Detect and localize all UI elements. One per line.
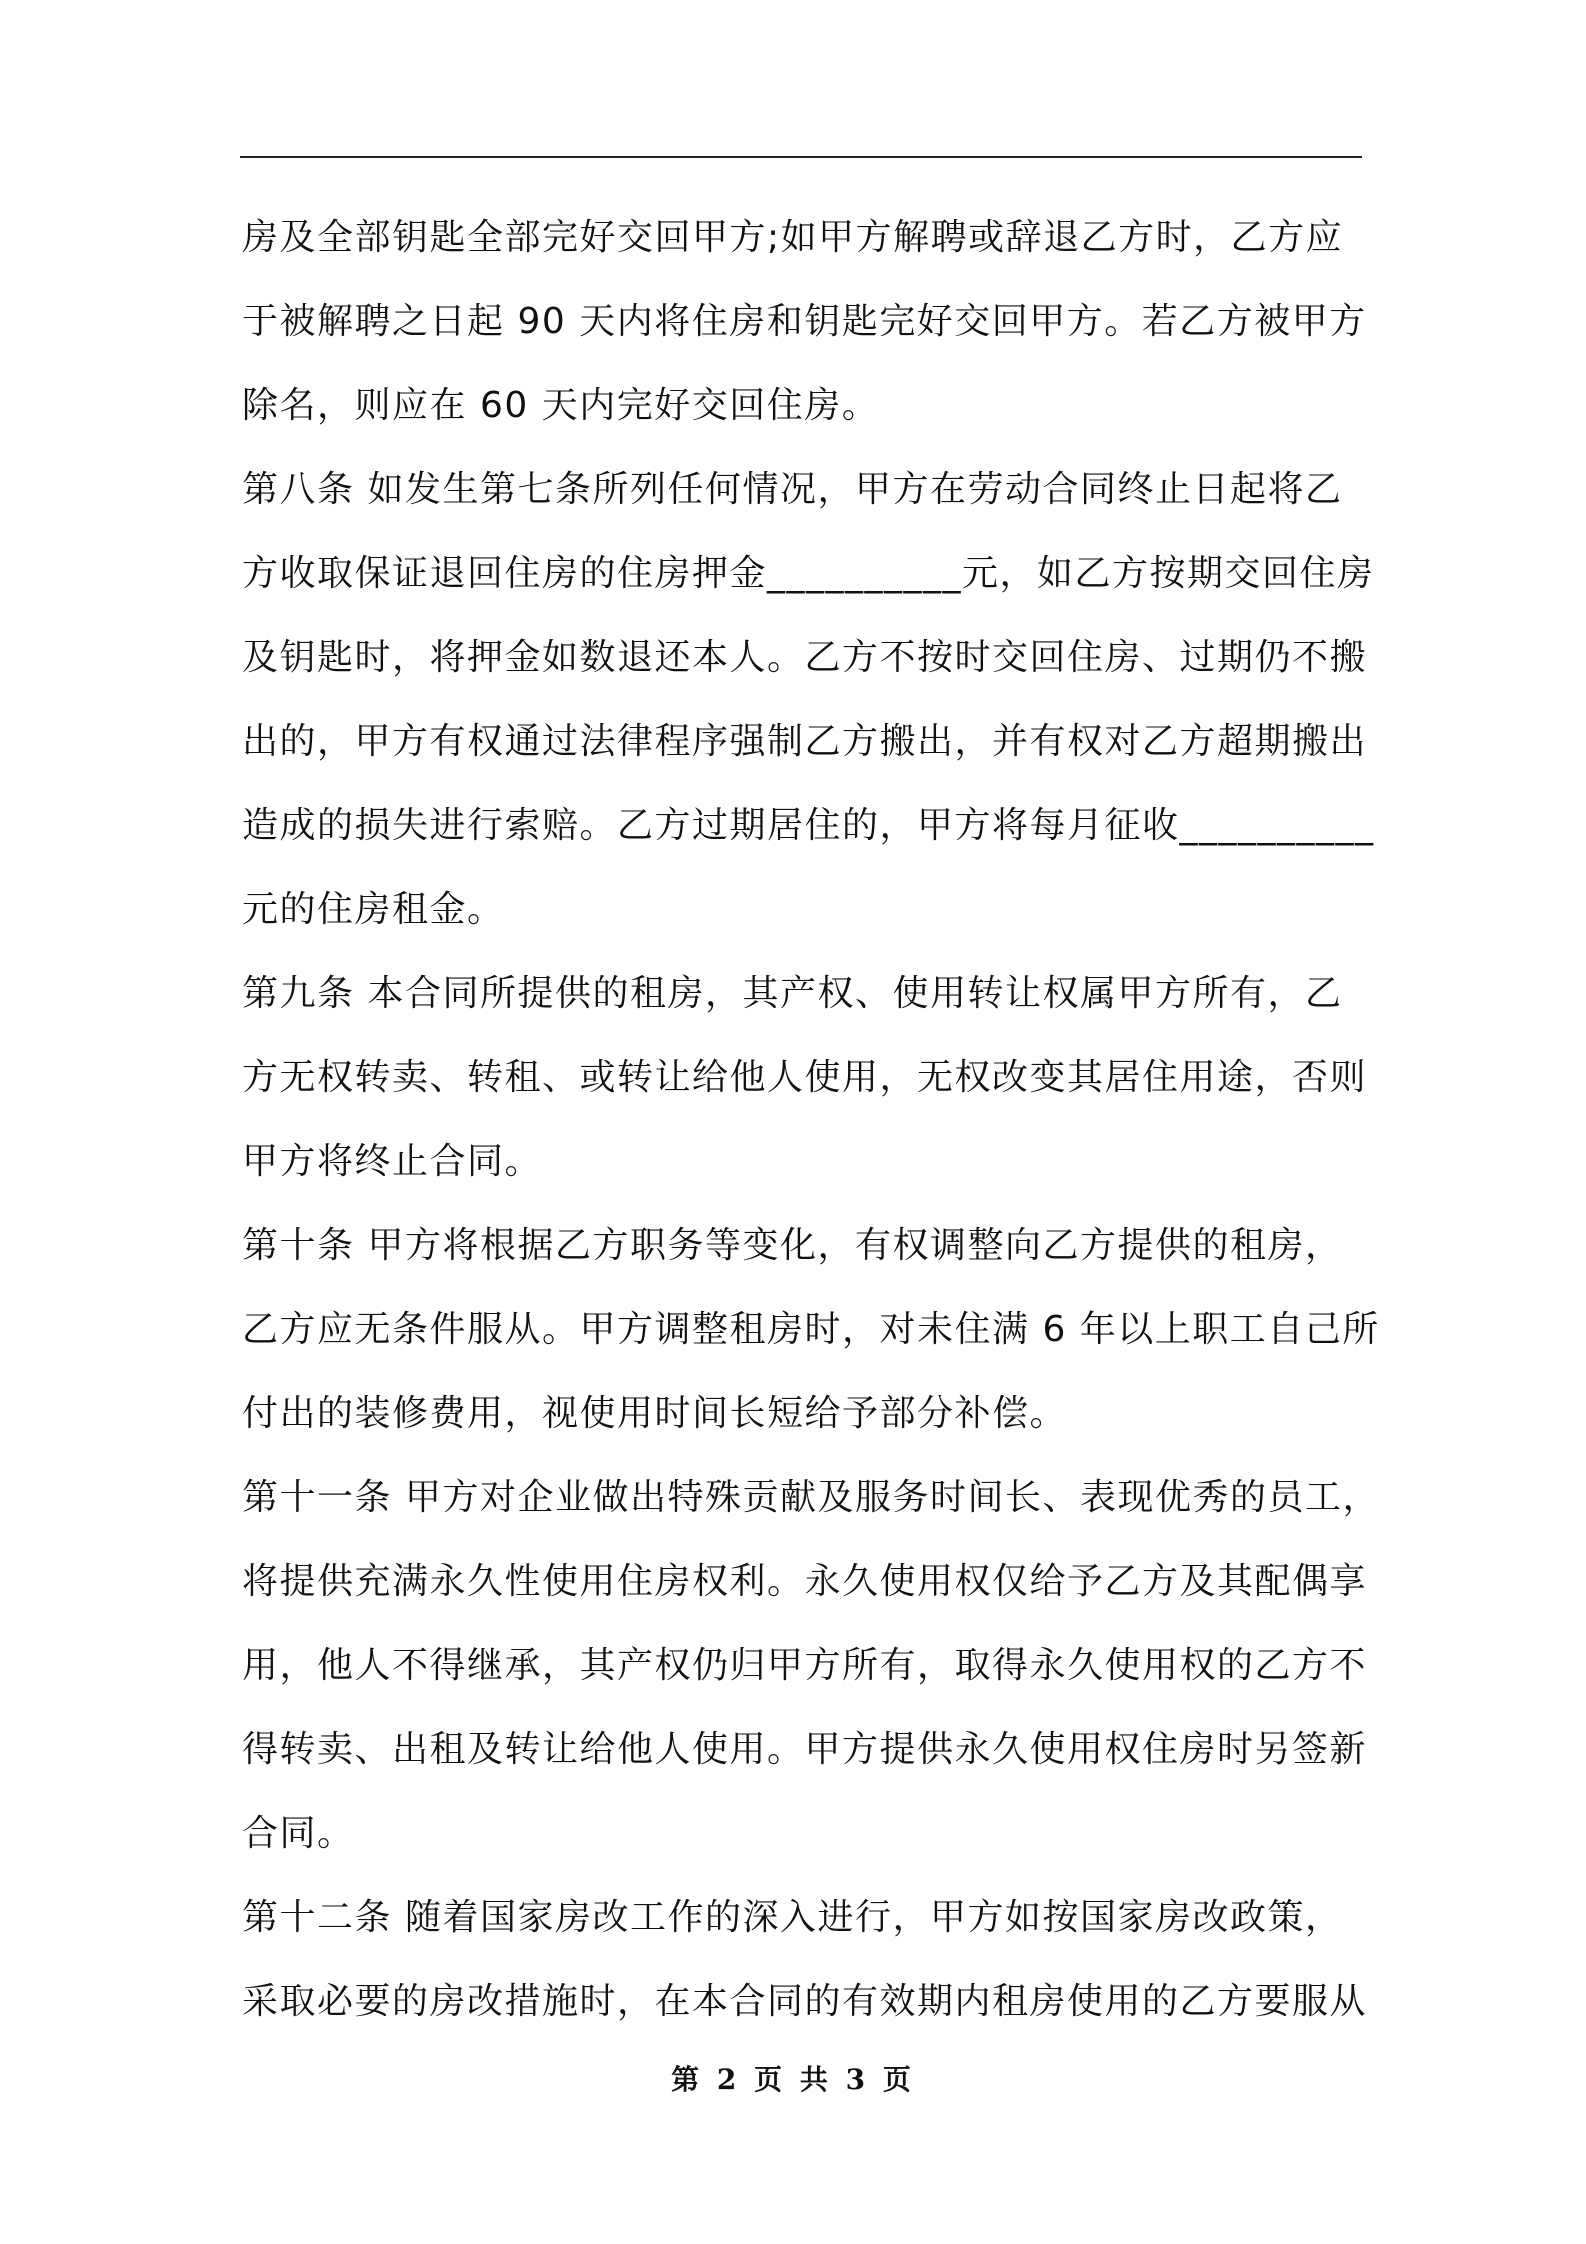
- article-9-line: 第九条 本合同所提供的租房，其产权、使用转让权属甲方所有，乙: [242, 973, 1343, 1014]
- text-line: 及钥匙时，将押金如数退还本人。乙方不按时交回住房、过期仍不搬: [242, 637, 1368, 678]
- text-line: 采取必要的房改措施时，在本合同的有效期内租房使用的乙方要服从: [242, 1981, 1368, 2022]
- text-line: 合同。: [242, 1813, 355, 1854]
- text-line: 除名，则应在 60 天内完好交回住房。: [242, 385, 880, 426]
- text-line: 于被解聘之日起 90 天内将住房和钥匙完好交回甲方。若乙方被甲方: [242, 301, 1367, 342]
- page-number: 第 2 页 共 3 页: [671, 2063, 915, 2096]
- text-line: 乙方应无条件服从。甲方调整租房时，对未住满 6 年以上职工自己所: [242, 1309, 1380, 1350]
- text-line: 付出的装修费用，视使用时间长短给予部分补偿。: [242, 1393, 1068, 1434]
- article-11-line: 第十一条 甲方对企业做出特殊贡献及服务时间长、表现优秀的员工，: [242, 1477, 1380, 1518]
- text-line: 得转卖、出租及转让给他人使用。甲方提供永久使用权住房时另签新: [242, 1729, 1368, 1770]
- article-10-line: 第十条 甲方将根据乙方职务等变化，有权调整向乙方提供的租房，: [242, 1225, 1343, 1266]
- text-line: 造成的损失进行索赔。乙方过期居住的，甲方将每月征收__________: [242, 805, 1375, 846]
- text-line: 将提供充满永久性使用住房权利。永久使用权仅给予乙方及其配偶享: [242, 1561, 1368, 1602]
- text-line: 出的，甲方有权通过法律程序强制乙方搬出，并有权对乙方超期搬出: [242, 721, 1368, 762]
- article-12-line: 第十二条 随着国家房改工作的深入进行，甲方如按国家房改政策，: [242, 1897, 1343, 1938]
- text-line: 房及全部钥匙全部完好交回甲方;如甲方解聘或辞退乙方时，乙方应: [242, 217, 1344, 258]
- article-8-line: 第八条 如发生第七条所列任何情况，甲方在劳动合同终止日起将乙: [242, 469, 1343, 510]
- text-line: 用，他人不得继承，其产权仍归甲方所有，取得永久使用权的乙方不: [242, 1645, 1368, 1686]
- header-divider: [240, 156, 1362, 158]
- text-line: 方收取保证退回住房的住房押金__________元，如乙方按期交回住房: [242, 553, 1375, 594]
- text-line: 元的住房租金。: [242, 889, 505, 930]
- text-line: 甲方将终止合同。: [242, 1141, 543, 1182]
- text-line: 方无权转卖、转租、或转让给他人使用，无权改变其居住用途，否则: [242, 1057, 1368, 1098]
- contract-body: [242, 196, 1380, 2044]
